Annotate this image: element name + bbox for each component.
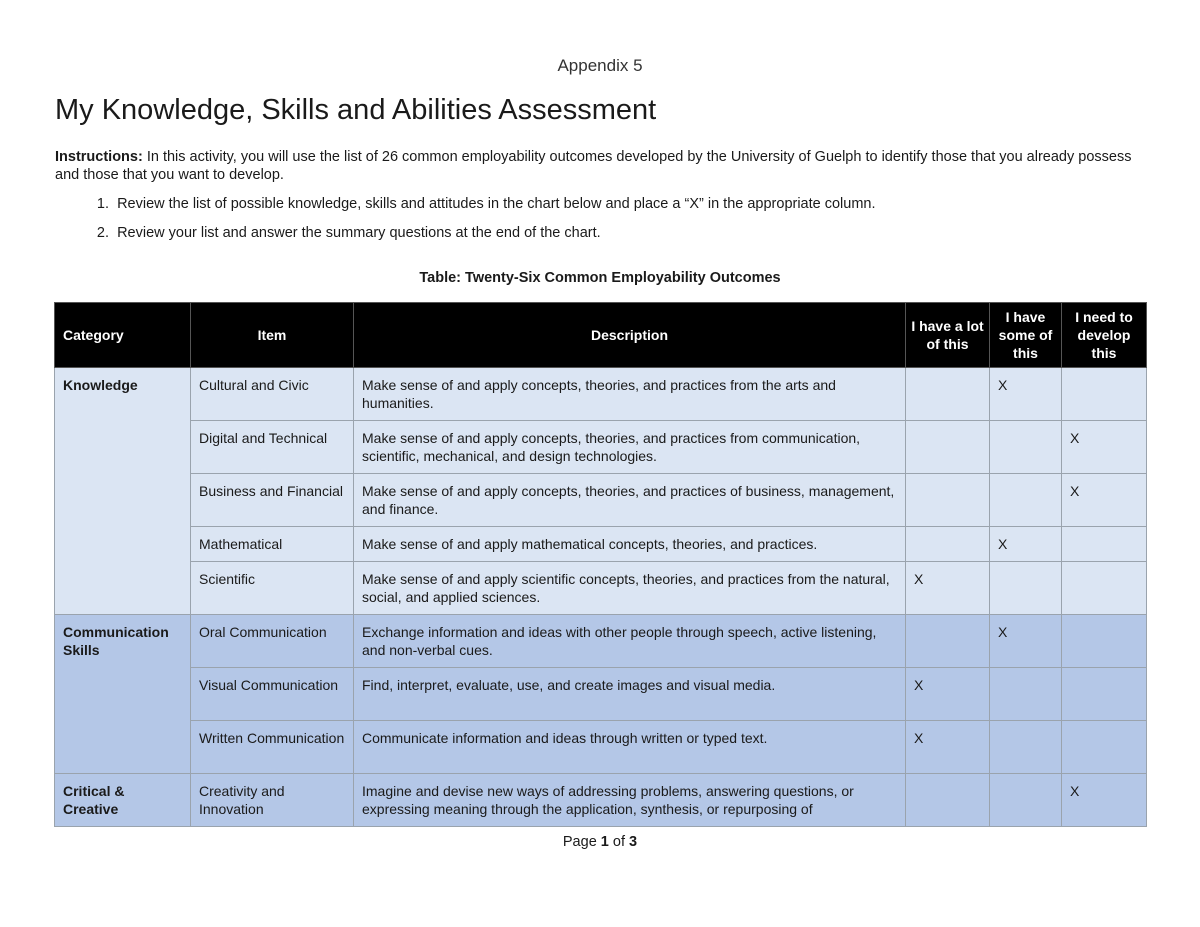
page-title: My Knowledge, Skills and Abilities Assessment xyxy=(55,94,657,126)
page-total: 3 xyxy=(629,834,638,850)
have-lot-cell[interactable]: X xyxy=(906,668,990,721)
instructions-paragraph xyxy=(55,148,1145,184)
have-some-cell[interactable]: X xyxy=(990,527,1062,562)
description-cell: Imagine and devise new ways of addressing problems, answering questions, or expressing meaning through the application, synthesis, or repurposing of xyxy=(354,774,906,827)
need-develop-cell[interactable] xyxy=(1062,615,1147,668)
have-some-cell[interactable] xyxy=(990,474,1062,527)
have-lot-cell[interactable]: X xyxy=(906,562,990,615)
page-footer xyxy=(0,834,1200,850)
need-develop-cell[interactable]: X xyxy=(1062,474,1147,527)
step-number: 1. xyxy=(96,196,109,212)
need-develop-cell[interactable] xyxy=(1062,721,1147,774)
have-some-cell[interactable]: X xyxy=(990,615,1062,668)
table-row xyxy=(55,421,1147,474)
header-have-lot: I have a lot of this xyxy=(906,303,990,368)
employability-outcomes-table xyxy=(54,302,1147,827)
header-have-some: I have some of this xyxy=(990,303,1062,368)
table-caption: Table: Twenty-Six Common Employability Outcomes xyxy=(419,270,781,286)
table-row xyxy=(55,668,1147,721)
step-item xyxy=(55,223,1145,252)
page-of-label: of xyxy=(608,834,630,850)
instructions-label: Instructions: xyxy=(55,149,143,165)
item-cell: Written Communication xyxy=(191,721,354,774)
need-develop-cell[interactable]: X xyxy=(1062,421,1147,474)
step-text: Review the list of possible knowledge, skills and attitudes in the chart below and place a “X” in the appropriate column. xyxy=(117,196,876,212)
header-category: Category xyxy=(55,303,191,368)
appendix-label: Appendix 5 xyxy=(557,56,643,75)
table-row xyxy=(55,474,1147,527)
description-cell: Find, interpret, evaluate, use, and create images and visual media. xyxy=(354,668,906,721)
page-number: 1 xyxy=(600,834,609,850)
description-cell: Make sense of and apply mathematical concepts, theories, and practices. xyxy=(354,527,906,562)
item-cell: Oral Communication xyxy=(191,615,354,668)
table-row xyxy=(55,562,1147,615)
have-some-cell[interactable] xyxy=(990,562,1062,615)
have-lot-cell[interactable]: X xyxy=(906,721,990,774)
have-some-cell[interactable] xyxy=(990,774,1062,827)
item-cell: Visual Communication xyxy=(191,668,354,721)
need-develop-cell[interactable] xyxy=(1062,527,1147,562)
category-cell: Knowledge xyxy=(55,368,191,615)
step-text: Review your list and answer the summary questions at the end of the chart. xyxy=(117,225,601,241)
have-lot-cell[interactable] xyxy=(906,527,990,562)
need-develop-cell[interactable] xyxy=(1062,368,1147,421)
have-lot-cell[interactable] xyxy=(906,368,990,421)
header-need-develop: I need to develop this xyxy=(1062,303,1147,368)
have-lot-cell[interactable] xyxy=(906,421,990,474)
description-cell: Make sense of and apply concepts, theories, and practices from communication, scientific, mechanical, and design technologies. xyxy=(354,421,906,474)
instructions-text: In this activity, you will use the list of 26 common employability outcomes developed by the University of Guelph to identify those that you already possess and those that you want to develop. xyxy=(55,149,1132,183)
item-cell: Digital and Technical xyxy=(191,421,354,474)
item-cell: Business and Financial xyxy=(191,474,354,527)
category-cell: Critical & Creative xyxy=(55,774,191,827)
need-develop-cell[interactable]: X xyxy=(1062,774,1147,827)
step-item xyxy=(55,194,1145,223)
have-lot-cell[interactable] xyxy=(906,615,990,668)
have-some-cell[interactable] xyxy=(990,721,1062,774)
description-cell: Exchange information and ideas with other people through speech, active listening, and non-verbal cues. xyxy=(354,615,906,668)
description-cell: Communicate information and ideas through written or typed text. xyxy=(354,721,906,774)
table-container xyxy=(54,302,1147,832)
table-row xyxy=(55,527,1147,562)
page-label: Page xyxy=(562,834,601,850)
have-some-cell[interactable] xyxy=(990,421,1062,474)
item-cell: Scientific xyxy=(191,562,354,615)
header-item: Item xyxy=(191,303,354,368)
item-cell: Creativity and Innovation xyxy=(191,774,354,827)
have-lot-cell[interactable] xyxy=(906,474,990,527)
need-develop-cell[interactable] xyxy=(1062,562,1147,615)
instruction-steps xyxy=(55,194,1145,252)
header-description: Description xyxy=(354,303,906,368)
need-develop-cell[interactable] xyxy=(1062,668,1147,721)
have-some-cell[interactable]: X xyxy=(990,368,1062,421)
table-row xyxy=(55,774,1147,827)
description-cell: Make sense of and apply concepts, theories, and practices of business, management, and finance. xyxy=(354,474,906,527)
have-lot-cell[interactable] xyxy=(906,774,990,827)
description-cell: Make sense of and apply scientific concepts, theories, and practices from the natural, social, and applied sciences. xyxy=(354,562,906,615)
table-row xyxy=(55,368,1147,421)
table-row xyxy=(55,615,1147,668)
category-cell: Communication Skills xyxy=(55,615,191,774)
description-cell: Make sense of and apply concepts, theories, and practices from the arts and humanities. xyxy=(354,368,906,421)
table-row xyxy=(55,721,1147,774)
table-header-row xyxy=(55,303,1147,368)
item-cell: Mathematical xyxy=(191,527,354,562)
have-some-cell[interactable] xyxy=(990,668,1062,721)
item-cell: Cultural and Civic xyxy=(191,368,354,421)
step-number: 2. xyxy=(96,225,109,241)
